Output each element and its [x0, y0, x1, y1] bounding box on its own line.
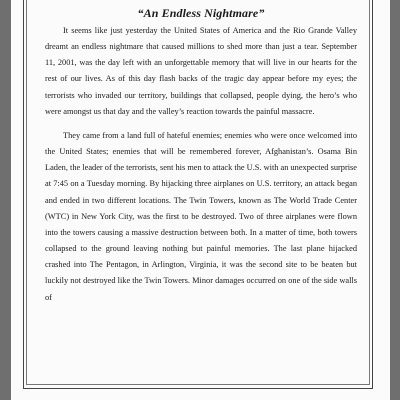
document-page	[11, 0, 390, 400]
essay-title: “An Endless Nightmare”	[137, 6, 265, 20]
essay-paragraph-2: They came from a land full of hateful enemies; enemies who were once welcomed into the United States; enemies that will be remembered forever, Afghanistan’s. Osama Bin Laden, the leader of the terrorists, sent his men to attack the U.S. with an unexpected surprise at 7:45 on a Tuesday morning. By hijacking three airplanes on U.S. territory, an attack began and ended in two different locations. The Twin Towers, known as The World Trade Center (WTC) in New York City, was the first to be destroyed. Two of three airplanes were flown into the towers causing a massive destruction between both. In a matter of time, both towers collapsed to the ground leaving nothing but painful memories. The last plane hijacked crashed into The Pentagon, in Arlington, Virginia, it was the second site to be beaten but luckily not destroyed like the Twin Towers. Minor damages occurred on one of the side walls of	[45, 130, 357, 302]
essay-body	[45, 6, 357, 314]
essay-paragraph-1: It seems like just yesterday the United States of America and the Rio Grande Valley dreamt an endless nightmare that caused millions to shed more than just a tear. September 11, 2001, was the day left with an unforgettable memory that will live in our hearts for the rest of our lives. As of this day flash backs of the tragic day appear before my eyes; the terrorists who invaded our territory, buildings that collapsed, people dying, the hero’s who were amongst us that day and the valley’s reaction towards the painful massacre.	[45, 26, 357, 116]
